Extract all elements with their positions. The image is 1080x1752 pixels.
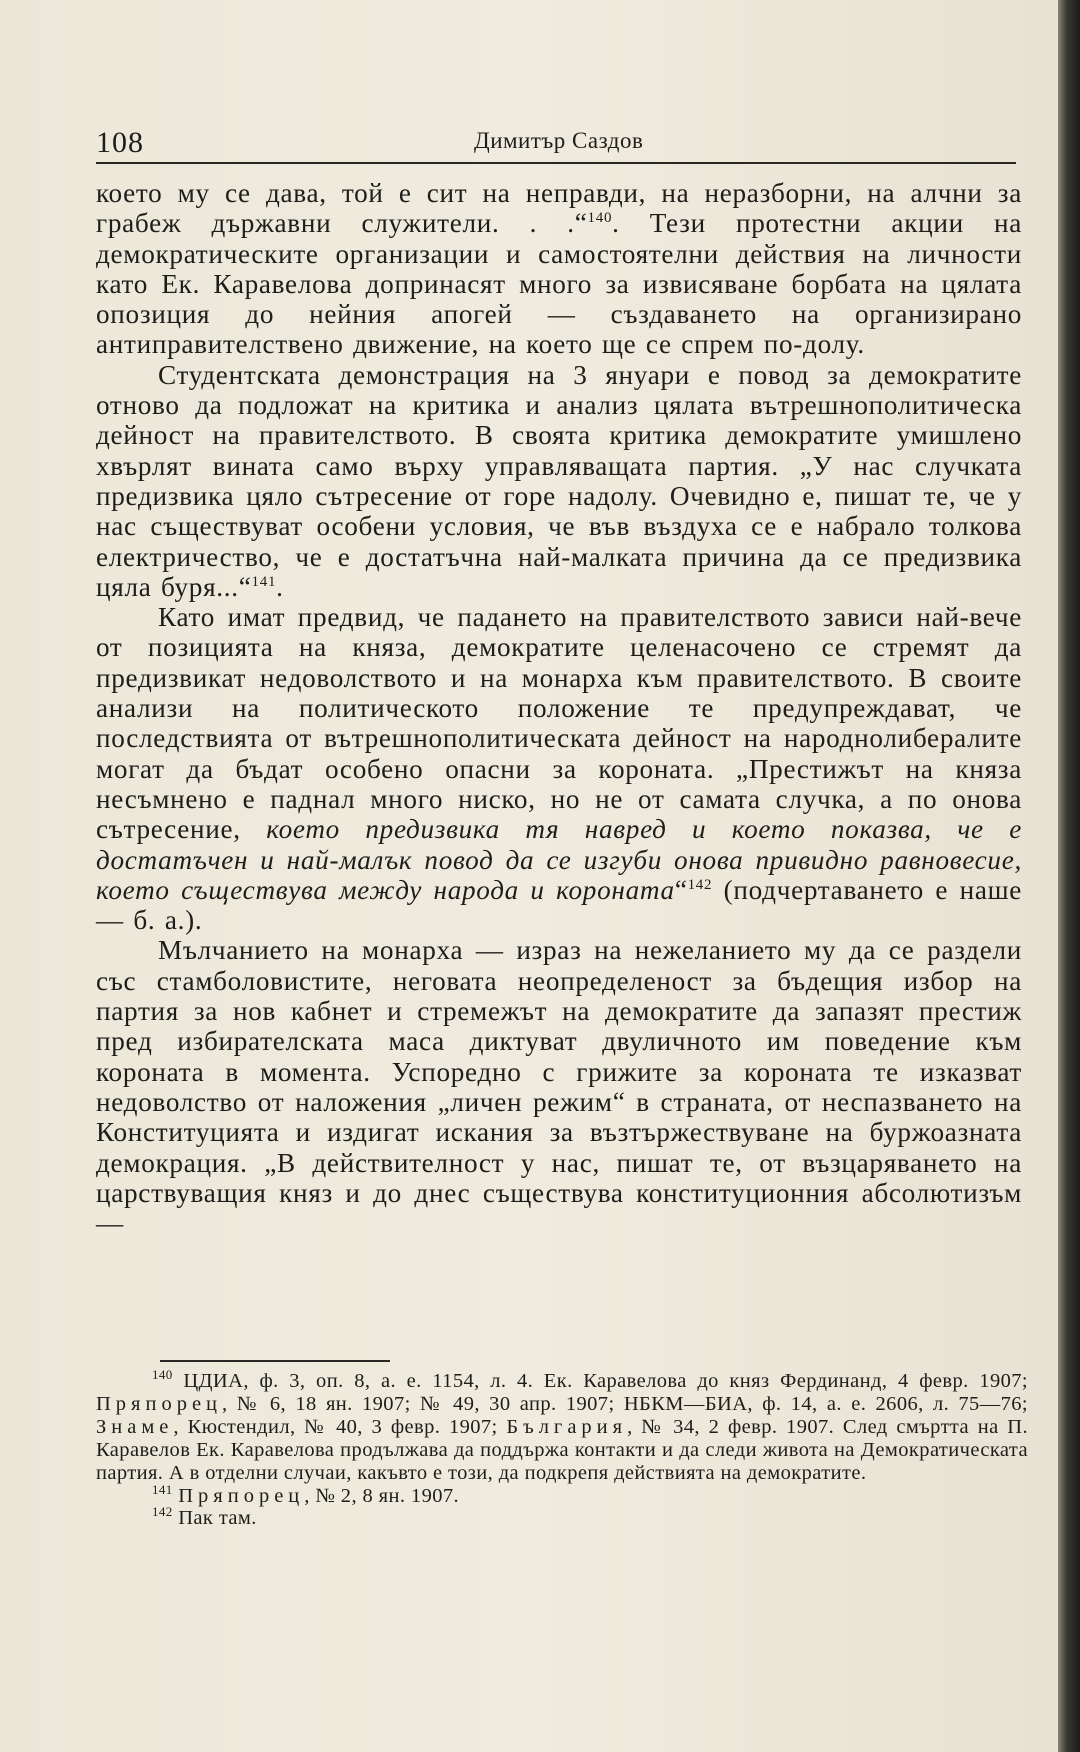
running-head: Димитър Саздов [474,128,644,153]
paragraph-text: Студентската демонстрация на 3 януари е повод за демократите отново да подложат на критика и анализ цялата вътрешнополитическа дейност на правителството. В своята критика демократите умишлено хвърлят вината само върху управляващата партия. „У нас случката предизвика цяло сътресение от горе надолу. Очевидно е, пишат те, че у нас съществуват особени условия, че във въздуха се е набрало толкова електричество, че е достатъчна най-малката причина да се предизвика цяла буря...“ [96,359,1022,602]
emphasized-quote: което предизвика тя навред и което показва, че е достатъчен и най-малък повод да се изгуби онова привидно равновесие, което съществува между народа и короната [96,814,1022,905]
footnote-number: 142 [152,1504,173,1520]
page-number: 108 [96,126,144,159]
paragraph-text: което му се дава, той е сит на неправди, на неразборни, на алчни за грабеж държавни служители. . .“ [96,178,1022,239]
footnote-ref: 141 [251,573,277,590]
footnote-text: ЦДИА, ф. 3, оп. 8, а. е. 1154, л. 4. Ек. Каравелова до княз Фердинанд, 4 февр. 1907; [172,1370,1028,1392]
header-rule [96,162,1016,164]
paragraph-text: . [276,571,284,602]
paragraph [96,935,1022,1238]
footnote [96,1481,1028,1508]
paragraph-text: . Тези протестни акции на демократическите организации и самостоятелни действия на личности като Ек. Каравелова допринасят много за извисяване борбата на цялата опозиция до нейния апогей — създаването на организирано антиправителствено движение, на което ще се спрем по-долу. [96,208,1023,360]
footnote-ref: 142 [687,876,713,893]
paragraph [96,178,1022,360]
footnote-ref: 140 [587,210,613,227]
source-title: Знаме [96,1415,174,1438]
footnote-text: , Кюстендил, № 40, 3 февр. 1907; [173,1415,507,1438]
footnote [96,1504,1028,1530]
footnote-rule [160,1360,390,1362]
paragraph [96,360,1022,602]
paragraph-text: “ [674,874,688,905]
footnote-text: , № 34, 2 февр. 1907. След смъртта на П. Каравелов Ек. Каравелова продължава да поддържа контакти и да следи живота на Демократическата партия. А в отделни случаи, какъвто е този, да подкрепя действията на демократите. [96,1415,1028,1484]
footnote-text: Пак там. [172,1507,257,1530]
body-text [96,178,1022,1238]
source-title: Пряпорец [96,1392,223,1415]
page-header [96,118,1016,162]
footnote-text: , № 2, 8 ян. 1907. [304,1484,460,1507]
footnote-number: 141 [152,1481,173,1497]
paragraph-text: Мълчанието на монарха — израз на нежеланието му да се раздели със стамболовистите, неговата неопределеност за бъдещия избор на партия за нов кабнет и стремежът на демократите да запазят престиж пред избирателската маса диктуват двуличното им поведение към короната в момента. Успоредно с грижите за короната те изказват недоволство от наложения „личен режим“ в страната, от неспазването на Конституцията и издигат искания за възтържествуване на буржоазната демокрация. „В действителност у нас, пишат те, от възцаряването на царствуващия княз и до днес съществува конституционния абсолютизъм — [96,935,1022,1239]
footnote [96,1367,1028,1485]
source-title: Пряпорец [178,1484,305,1507]
paragraph-text: (подчертаването е наше — б. а.). [96,874,1022,936]
footnote-text: , № 6, 18 ян. 1907; № 49, 30 апр. 1907; НБКМ—БИА, ф. 14, а. е. 2606, л. 75—76; [222,1392,1028,1415]
book-edge-shadow [1058,0,1080,1752]
paragraph [96,602,1022,935]
paragraph-text: Като имат предвид, че падането на правителството зависи най-вече от позицията на княза, демократите целенасочено се стремят да предизвикат недоволството и на монарха към правителството. В своите анализи на политическото положение те предупреждават, че последствията от вътрешнополитическата дейност на народнолибералите могат да бъдат особено опасни за короната. „Престижът на княза несъмнено е паднал много ниско, но не от самата случка, а по онова сътресение, [96,602,1022,845]
source-title: България [506,1415,628,1438]
footnote-number: 140 [152,1367,173,1383]
footnotes [96,1367,1028,1530]
